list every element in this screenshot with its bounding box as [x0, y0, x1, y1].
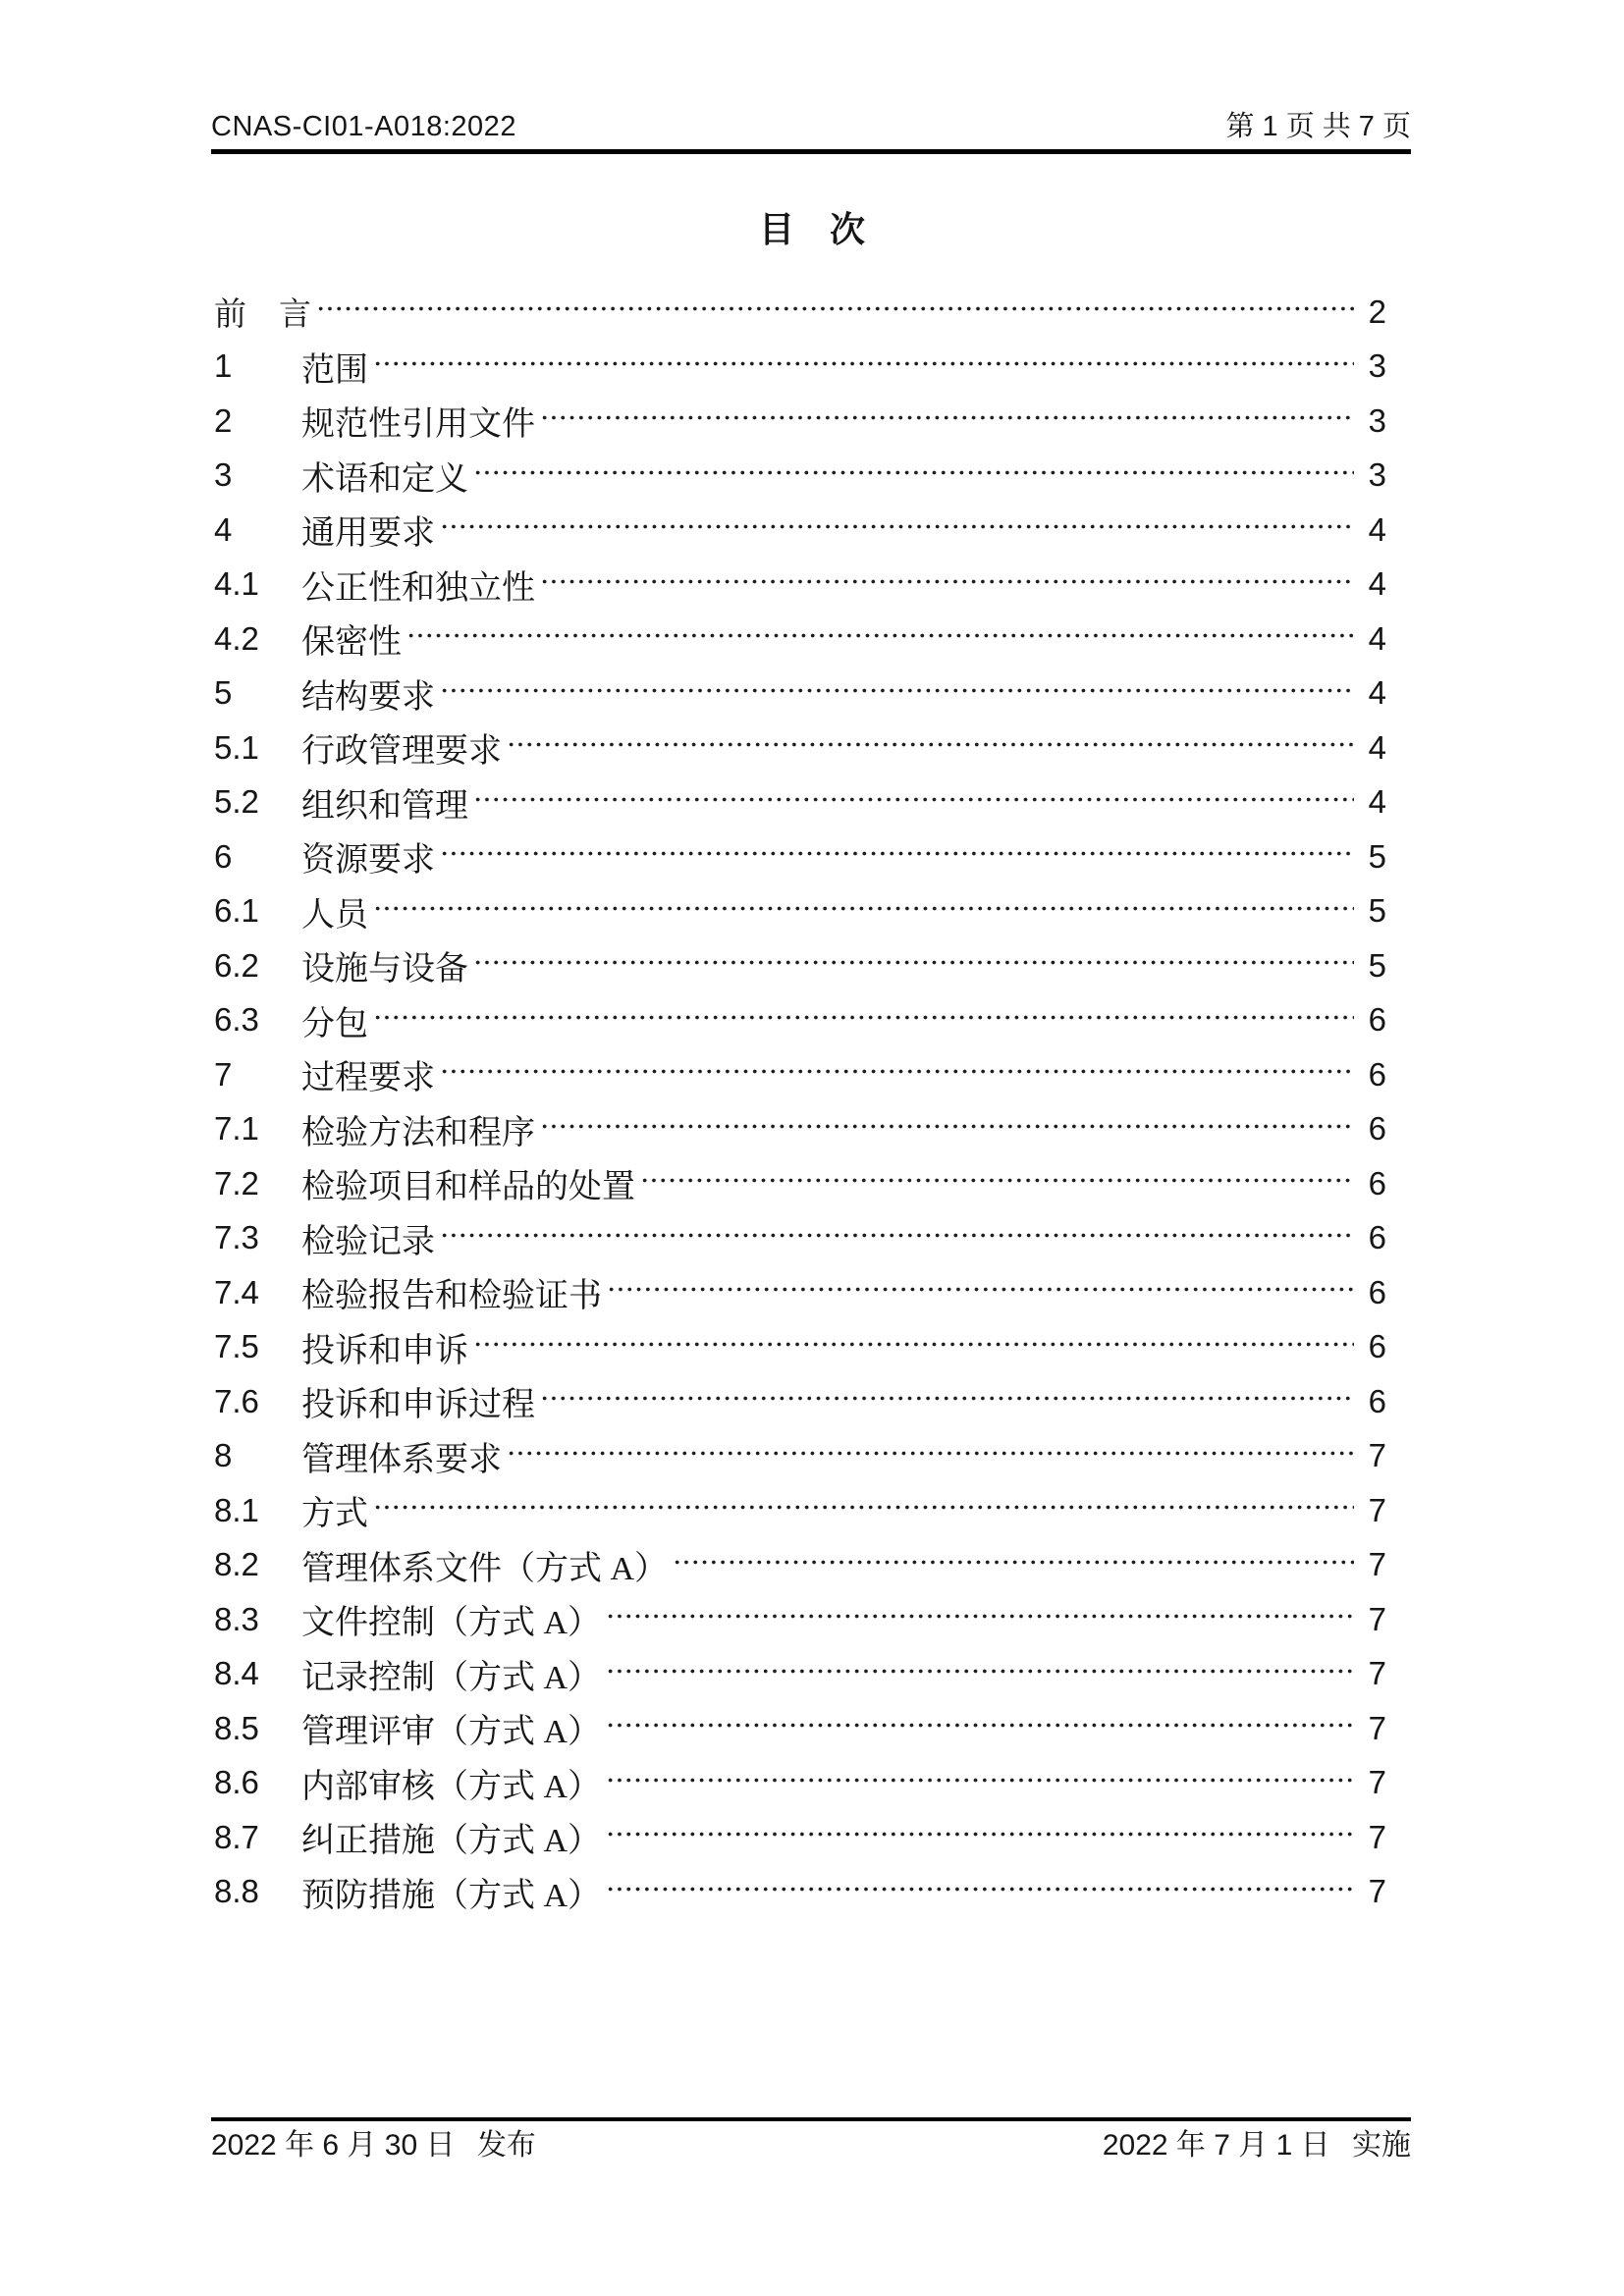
toc-entry [214, 993, 1386, 1048]
toc-entry-page: 6 [1368, 1110, 1386, 1148]
toc-entry-title: 管理体系文件（方式 A） [301, 1550, 669, 1587]
toc-entry [214, 1701, 1386, 1756]
toc-entry-title: 预防措施（方式 A） [301, 1877, 602, 1914]
dot-leader [473, 775, 1354, 830]
toc-entry [214, 1211, 1386, 1266]
toc-entry-title: 检验方法和程序 [301, 1114, 535, 1151]
toc-entry-page: 4 [1368, 619, 1386, 657]
toc-entry [214, 394, 1386, 449]
toc-entry-title: 记录控制（方式 A） [301, 1659, 602, 1696]
dot-leader [540, 394, 1354, 449]
dot-leader [440, 829, 1354, 884]
toc-entry-number: 6.1 [214, 892, 259, 930]
toc-entry-number: 8.1 [214, 1491, 259, 1528]
dot-leader [606, 1865, 1354, 1920]
toc-entry-number: 8.4 [214, 1655, 259, 1692]
toc-entry [214, 1265, 1386, 1320]
toc-entry-page: 6 [1368, 1055, 1386, 1093]
dot-leader [473, 938, 1354, 993]
dot-leader [473, 1320, 1354, 1375]
dot-leader [373, 340, 1354, 395]
toc-entry-page: 7 [1368, 1818, 1386, 1855]
toc-entry-title: 设施与设备 [301, 951, 468, 988]
toc-entry-title: 通用要求 [301, 515, 435, 553]
toc-entry-number: 2 [214, 401, 233, 439]
toc-entry-page: 3 [1368, 456, 1386, 494]
toc-entry-page: 6 [1368, 1328, 1386, 1365]
toc-entry-title: 检验报告和检验证书 [301, 1278, 602, 1315]
dot-leader [440, 503, 1354, 558]
toc-entry [214, 1320, 1386, 1375]
toc-entry-title: 纠正措施（方式 A） [301, 1823, 602, 1860]
toc-entry [214, 1647, 1386, 1702]
toc-entry [214, 884, 1386, 939]
toc-entry [214, 721, 1386, 775]
dot-leader [473, 449, 1354, 504]
toc-entry-title: 结构要求 [301, 678, 435, 716]
dot-leader [373, 884, 1354, 939]
toc-entry-page: 7 [1368, 1709, 1386, 1746]
toc-entry-title: 术语和定义 [301, 460, 468, 498]
dot-leader [507, 1429, 1354, 1484]
toc-entry-title: 规范性引用文件 [301, 406, 535, 444]
toc-entry-page: 2 [1368, 293, 1386, 330]
dot-leader [607, 1265, 1354, 1320]
toc-entry [214, 1156, 1386, 1211]
table-of-contents [214, 285, 1386, 1919]
release-info [211, 2127, 536, 2164]
dot-leader [640, 1156, 1354, 1211]
toc-entry [214, 938, 1386, 993]
toc-entry-page: 5 [1368, 946, 1386, 984]
toc-entry-number: 6.3 [214, 1001, 259, 1039]
toc-entry-number: 7 [214, 1055, 233, 1093]
toc-entry-page: 4 [1368, 565, 1386, 603]
page-footer [211, 2127, 1411, 2164]
toc-entry-title: 组织和管理 [301, 787, 468, 825]
toc-entry-page: 6 [1368, 1382, 1386, 1419]
release-label: 发布 [476, 2129, 536, 2162]
toc-entry [214, 449, 1386, 504]
dot-leader [440, 1211, 1354, 1266]
toc-entry [214, 503, 1386, 558]
toc-entry-page: 7 [1368, 1873, 1386, 1910]
toc-entry-number: 3 [214, 456, 233, 494]
toc-entry-title: 方式 [301, 1496, 368, 1533]
toc-entry-number: 8 [214, 1437, 233, 1474]
toc-entry [214, 1374, 1386, 1429]
dot-leader [540, 558, 1354, 613]
toc-entry-title: 人员 [301, 896, 368, 934]
toc-entry-page: 4 [1368, 728, 1386, 766]
toc-entry [214, 1756, 1386, 1811]
toc-entry-page: 7 [1368, 1600, 1386, 1637]
implement-label: 实施 [1352, 2129, 1411, 2162]
toc-entry-number: 8.5 [214, 1709, 259, 1746]
toc-entry-title: 管理评审（方式 A） [301, 1714, 602, 1751]
toc-entry-number: 8.2 [214, 1546, 259, 1583]
implement-info [1103, 2127, 1411, 2164]
dot-leader [606, 1647, 1354, 1702]
toc-entry-number: 7.1 [214, 1110, 259, 1148]
toc-entry-page: 3 [1368, 401, 1386, 439]
toc-entry-title: 投诉和申诉 [301, 1332, 468, 1369]
toc-entry-title: 文件控制（方式 A） [301, 1605, 602, 1642]
toc-entry-title: 行政管理要求 [301, 733, 502, 771]
dot-leader [540, 1374, 1354, 1429]
dot-leader [606, 1592, 1354, 1647]
toc-entry-number: 8.7 [214, 1818, 259, 1855]
toc-entry [214, 1429, 1386, 1484]
toc-entry [214, 1538, 1386, 1593]
toc-entry-number: 8.8 [214, 1873, 259, 1910]
toc-entry-page: 7 [1368, 1491, 1386, 1528]
toc-entry [214, 1592, 1386, 1647]
toc-entry [214, 1102, 1386, 1157]
toc-entry-number: 4.2 [214, 619, 259, 657]
release-date: 2022 年 6 月 30 日 [211, 2129, 456, 2162]
toc-entry-number: 7.5 [214, 1328, 259, 1365]
dot-leader [440, 667, 1354, 721]
toc-entry-number: 8.6 [214, 1764, 259, 1801]
toc-entry [214, 1810, 1386, 1865]
toc-entry-number: 5.1 [214, 728, 259, 766]
toc-entry-page: 3 [1368, 347, 1386, 385]
toc-entry [214, 340, 1386, 395]
toc-entry-number: 7.6 [214, 1382, 259, 1419]
dot-leader [373, 1483, 1354, 1538]
toc-entry-page: 7 [1368, 1546, 1386, 1583]
header-rule [211, 149, 1411, 154]
toc-entry-title: 内部审核（方式 A） [301, 1768, 602, 1805]
toc-entry-number: 4 [214, 510, 233, 548]
toc-entry-number: 5 [214, 674, 233, 712]
dot-leader [606, 1810, 1354, 1865]
toc-entry-title: 管理体系要求 [301, 1441, 502, 1478]
toc-entry [214, 667, 1386, 721]
dot-leader [673, 1538, 1354, 1593]
toc-entry [214, 1483, 1386, 1538]
toc-entry-number: 5.2 [214, 783, 259, 821]
dot-leader [606, 1756, 1354, 1811]
toc-entry-title: 公正性和独立性 [301, 569, 535, 607]
dot-leader [440, 1047, 1354, 1102]
page-header [211, 108, 1411, 143]
page-indicator: 第 1 页 共 7 页 [1225, 111, 1411, 142]
page-title: 目 次 [758, 210, 865, 249]
footer-rule [211, 2117, 1411, 2121]
toc-entry-page: 4 [1368, 510, 1386, 548]
toc-entry-number: 7.2 [214, 1164, 259, 1201]
toc-entry-page: 5 [1368, 837, 1386, 875]
toc-entry-number: 8.3 [214, 1600, 259, 1637]
toc-entry-title: 投诉和申诉过程 [301, 1387, 535, 1424]
toc-entry-number: 7.3 [214, 1219, 259, 1256]
toc-entry-page: 7 [1368, 1655, 1386, 1692]
toc-entry-title: 检验记录 [301, 1223, 435, 1260]
implement-date: 2022 年 7 月 1 日 [1102, 2129, 1330, 2162]
toc-entry [214, 612, 1386, 667]
toc-entry-number: 4.1 [214, 565, 259, 603]
toc-entry-page: 4 [1368, 674, 1386, 712]
toc-entry-number: 1 [214, 347, 233, 385]
dot-leader [507, 721, 1354, 775]
toc-entry-title: 检验项目和样品的处置 [301, 1169, 635, 1206]
toc-entry-title: 保密性 [301, 624, 402, 662]
toc-entry-number: 前 言 [214, 295, 311, 333]
toc-entry-page: 6 [1368, 1273, 1386, 1310]
toc-entry [214, 285, 1386, 340]
toc-entry-page: 7 [1368, 1764, 1386, 1801]
dot-leader [373, 993, 1354, 1048]
document-number: CNAS-CI01-A018:2022 [211, 111, 516, 142]
toc-entry-number: 7.4 [214, 1273, 259, 1310]
toc-entry-page: 6 [1368, 1164, 1386, 1201]
toc-entry-title: 分包 [301, 1005, 368, 1042]
toc-entry-page: 5 [1368, 892, 1386, 930]
toc-entry-page: 4 [1368, 783, 1386, 821]
toc-entry-number: 6.2 [214, 946, 259, 984]
toc-entry-page: 7 [1368, 1437, 1386, 1474]
toc-entry-title: 资源要求 [301, 842, 435, 880]
toc-entry [214, 558, 1386, 613]
toc-entry [214, 1047, 1386, 1102]
toc-entry-page: 6 [1368, 1001, 1386, 1039]
toc-entry [214, 775, 1386, 830]
dot-leader [540, 1102, 1354, 1157]
toc-entry-title: 范围 [301, 351, 368, 389]
toc-entry [214, 1865, 1386, 1920]
toc-entry-number: 6 [214, 837, 233, 875]
dot-leader [406, 612, 1354, 667]
dot-leader [606, 1701, 1354, 1756]
dot-leader [316, 285, 1354, 340]
toc-entry-page: 6 [1368, 1219, 1386, 1256]
toc-entry [214, 829, 1386, 884]
toc-entry-title: 过程要求 [301, 1060, 435, 1097]
